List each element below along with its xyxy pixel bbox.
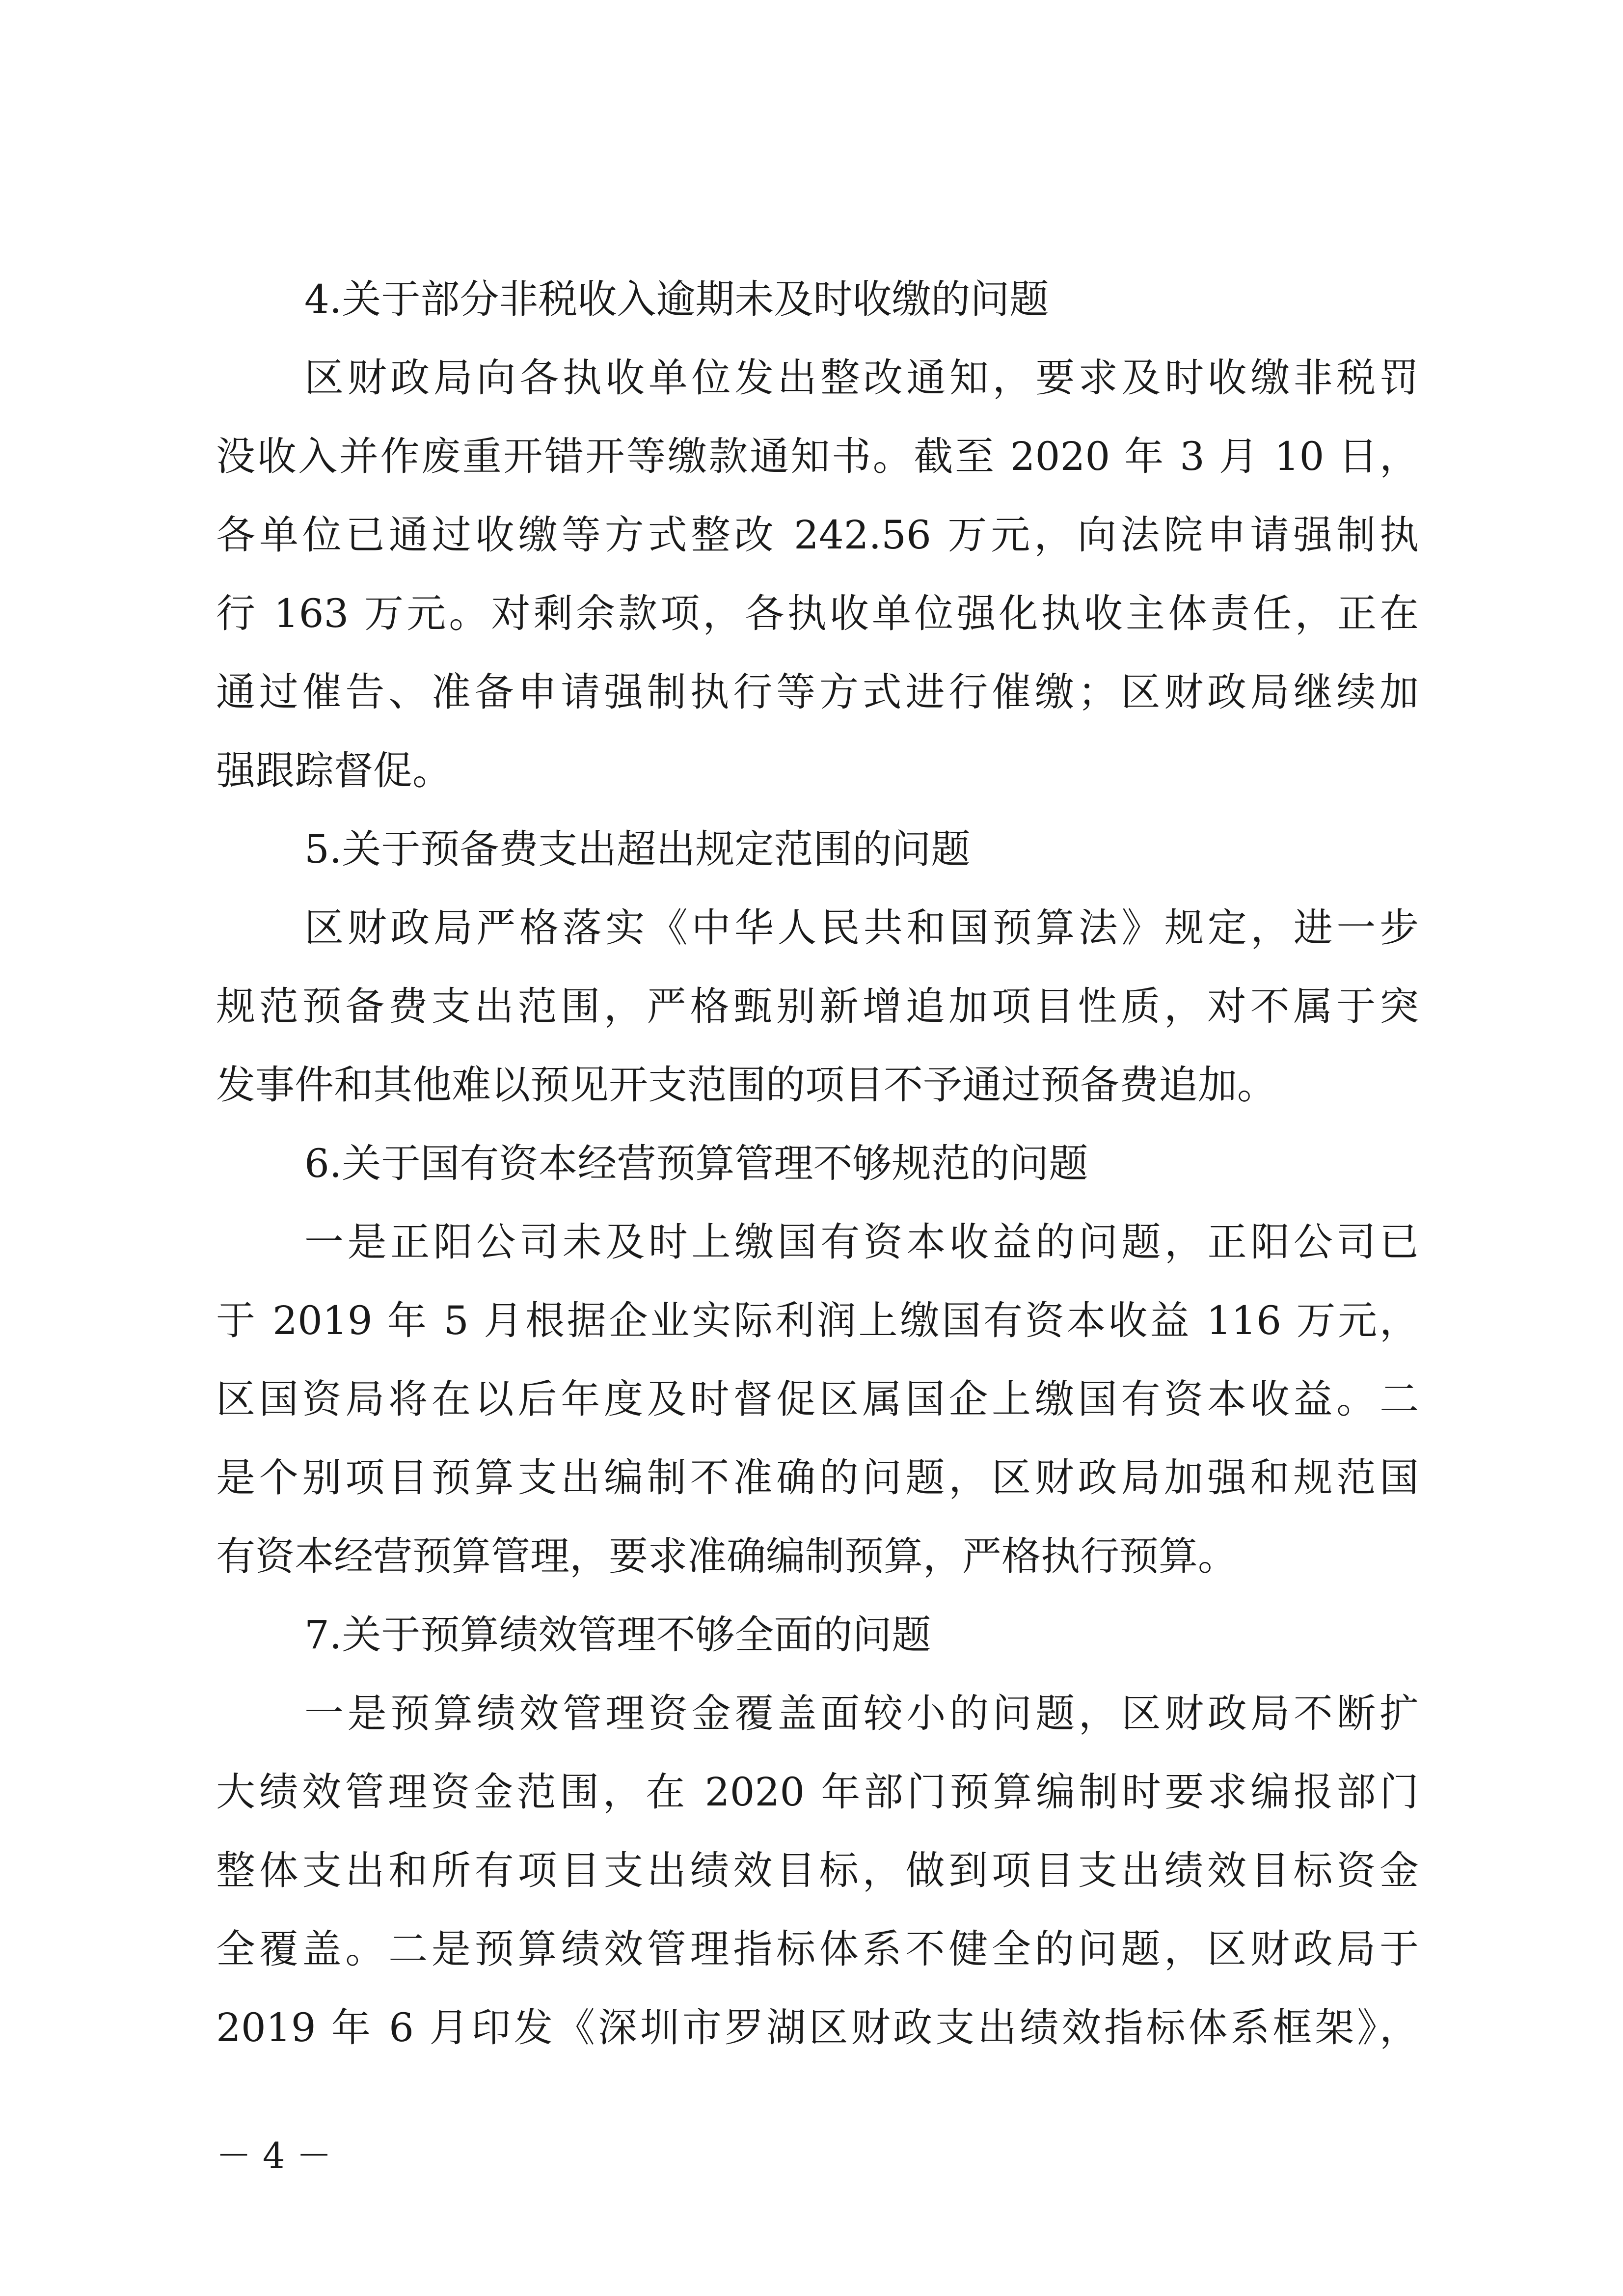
paragraph-line: 各单位已通过收缴等方式整改 242.56 万元，向法院申请强制执 <box>216 512 1419 558</box>
section-heading-7: 7.关于预算绩效管理不够全面的问题 <box>304 1612 931 1658</box>
page-number: － 4 － <box>216 2135 332 2176</box>
paragraph-line: 一是正阳公司未及时上缴国有资本收益的问题，正阳公司已 <box>304 1219 1419 1265</box>
paragraph-line: 一是预算绩效管理资金覆盖面较小的问题，区财政局不断扩 <box>304 1691 1419 1736</box>
paragraph-line: 行 163 万元。对剩余款项，各执收单位强化执收主体责任，正在 <box>216 591 1419 636</box>
paragraph-line: 全覆盖。二是预算绩效管理指标体系不健全的问题，区财政局于 <box>216 1926 1419 1972</box>
paragraph-line: 整体支出和所有项目支出绩效目标，做到项目支出绩效目标资金 <box>216 1848 1419 1893</box>
section-heading-4: 4.关于部分非税收入逾期未及时收缴的问题 <box>304 276 1049 322</box>
paragraph-line: 区财政局向各执收单位发出整改通知，要求及时收缴非税罚 <box>304 355 1419 401</box>
paragraph-line: 大绩效管理资金范围，在 2020 年部门预算编制时要求编报部门 <box>216 1769 1419 1815</box>
paragraph-line: 强跟踪督促。 <box>216 748 452 793</box>
section-heading-6: 6.关于国有资本经营预算管理不够规范的问题 <box>304 1141 1088 1186</box>
paragraph-line: 发事件和其他难以预见开支范围的项目不予通过预备费追加。 <box>216 1062 1276 1108</box>
paragraph-line: 通过催告、准备申请强制执行等方式进行催缴；区财政局继续加 <box>216 669 1419 715</box>
paragraph-line: 是个别项目预算支出编制不准确的问题，区财政局加强和规范国 <box>216 1455 1419 1501</box>
paragraph-line: 有资本经营预算管理，要求准确编制预算，严格执行预算。 <box>216 1533 1237 1579</box>
section-heading-5: 5.关于预备费支出超出规定范围的问题 <box>304 826 971 872</box>
paragraph-line: 区国资局将在以后年度及时督促区属国企上缴国有资本收益。二 <box>216 1376 1419 1422</box>
paragraph-line: 规范预备费支出范围，严格甄别新增追加项目性质，对不属于突 <box>216 984 1419 1029</box>
paragraph-line: 区财政局严格落实《中华人民共和国预算法》规定，进一步 <box>304 905 1419 951</box>
paragraph-line: 2019 年 6 月印发《深圳市罗湖区财政支出绩效指标体系框架》， <box>216 2005 1419 2050</box>
paragraph-line: 没收入并作废重开错开等缴款通知书。截至 2020 年 3 月 10 日， <box>216 434 1419 479</box>
paragraph-line: 于 2019 年 5 月根据企业实际利润上缴国有资本收益 116 万元， <box>216 1298 1419 1343</box>
